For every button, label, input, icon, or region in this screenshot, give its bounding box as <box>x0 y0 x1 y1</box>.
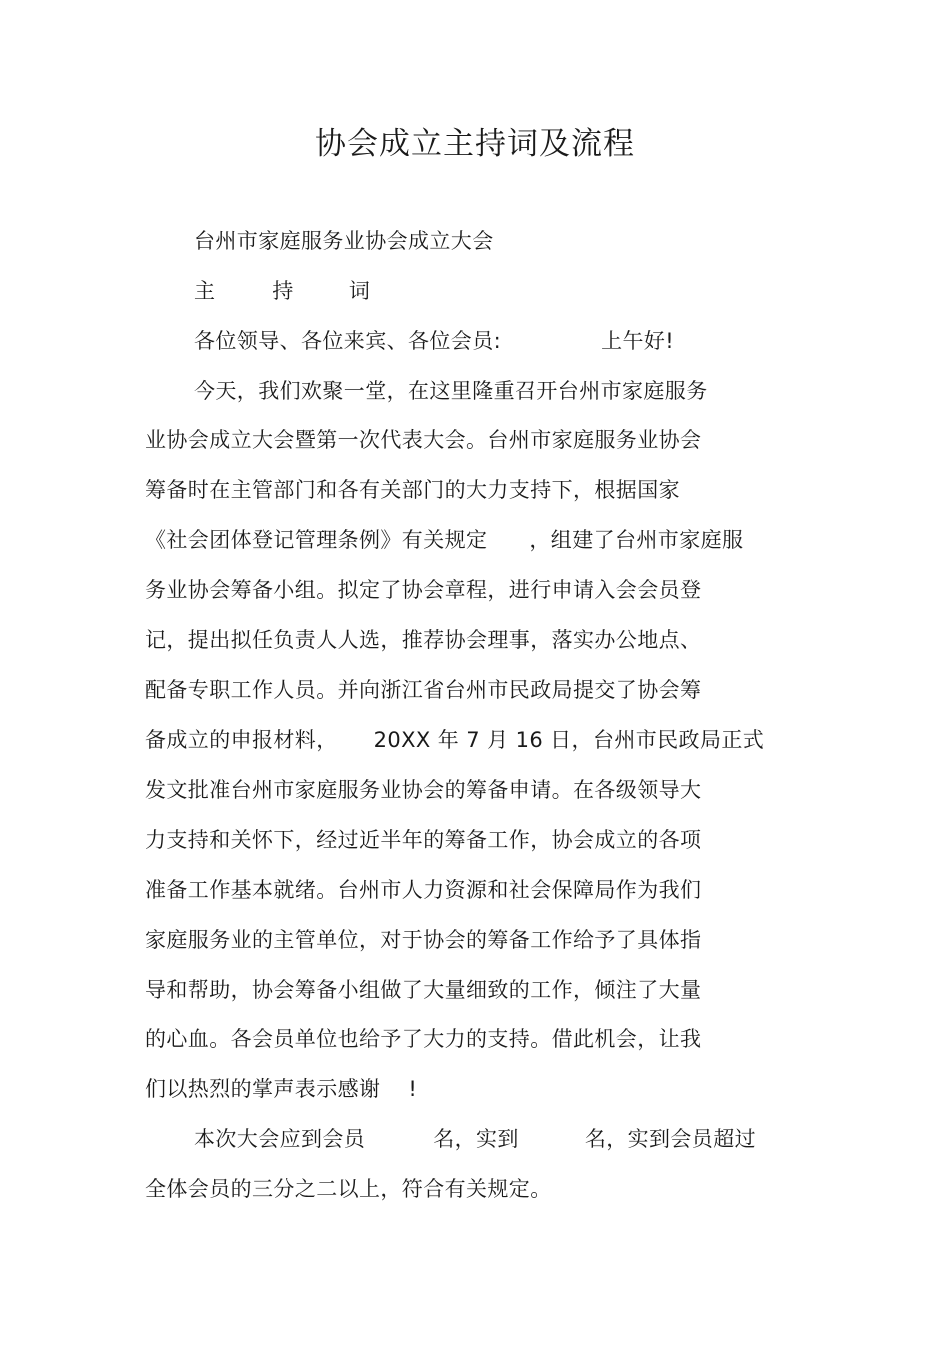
greeting <box>194 326 674 356</box>
paragraph-line: 准备工作基本就绪。台州市人力资源和社会保障局作为我们 <box>145 878 702 902</box>
attendance-expected-label: 本次大会应到会员 <box>194 1127 366 1151</box>
paragraph-line <box>145 525 743 555</box>
paragraph-line: 业协会成立大会暨第一次代表大会。台州市家庭服务业协会 <box>145 428 702 452</box>
paragraph-line: 家庭服务业的主管单位，对于协会的筹备工作给予了具体指 <box>145 928 702 952</box>
paragraph-line: 今天，我们欢聚一堂，在这里隆重召开台州市家庭服务 <box>194 379 708 403</box>
attendance-tail: 名，实到会员超过 <box>584 1127 757 1151</box>
exclamation-mark: ! <box>408 1077 418 1101</box>
greeting-morning: 上午好! <box>601 329 675 353</box>
host-label-char: 主 <box>194 279 216 303</box>
paragraph-line <box>145 725 764 755</box>
attendance-line <box>194 1124 756 1154</box>
regulation-title: 《社会团体登记管理条例》有关规定 <box>145 528 488 552</box>
paragraph-line: 记，提出拟任负责人人选，推荐协会理事，落实办公地点、 <box>145 628 702 652</box>
paragraph-line: 力支持和关怀下，经过近半年的筹备工作，协会成立的各项 <box>145 828 702 852</box>
line-tail: ，组建了台州市家庭服 <box>529 528 744 552</box>
attendance-actual-label: 名，实到 <box>433 1127 519 1151</box>
paragraph-line: 配备专职工作人员。并向浙江省台州市民政局提交了协会筹 <box>145 678 702 702</box>
host-label-char: 词 <box>348 279 371 303</box>
paragraph-line: 的心血。各会员单位也给予了大力的支持。借此机会，让我 <box>145 1027 702 1051</box>
line-head: 备成立的申报材料， <box>145 728 338 752</box>
paragraph-line: 发文批准台州市家庭服务业协会的筹备申请。在各级领导大 <box>145 778 702 802</box>
paragraph-line: 务业协会筹备小组。拟定了协会章程，进行申请入会会员登 <box>145 578 702 602</box>
paragraph-line: 导和帮助，协会筹备小组做了大量细致的工作，倾注了大量 <box>145 978 702 1002</box>
host-label-char: 持 <box>272 279 294 303</box>
host-label <box>194 276 370 306</box>
paragraph-line: 全体会员的三分之二以上，符合有关规定。 <box>145 1177 552 1201</box>
line-head: 们以热烈的掌声表示感谢 <box>145 1077 381 1101</box>
subtitle: 台州市家庭服务业协会成立大会 <box>194 229 494 253</box>
paragraph-line: 筹备时在主管部门和各有关部门的大力支持下，根据国家 <box>145 478 680 502</box>
approval-date: 20XX 年 7 月 16 日，台州市民政局正式 <box>373 728 765 752</box>
document-title: 协会成立主持词及流程 <box>315 126 635 162</box>
paragraph-line <box>145 1074 417 1104</box>
greeting-audience: 各位领导、各位来宾、各位会员: <box>194 329 502 353</box>
